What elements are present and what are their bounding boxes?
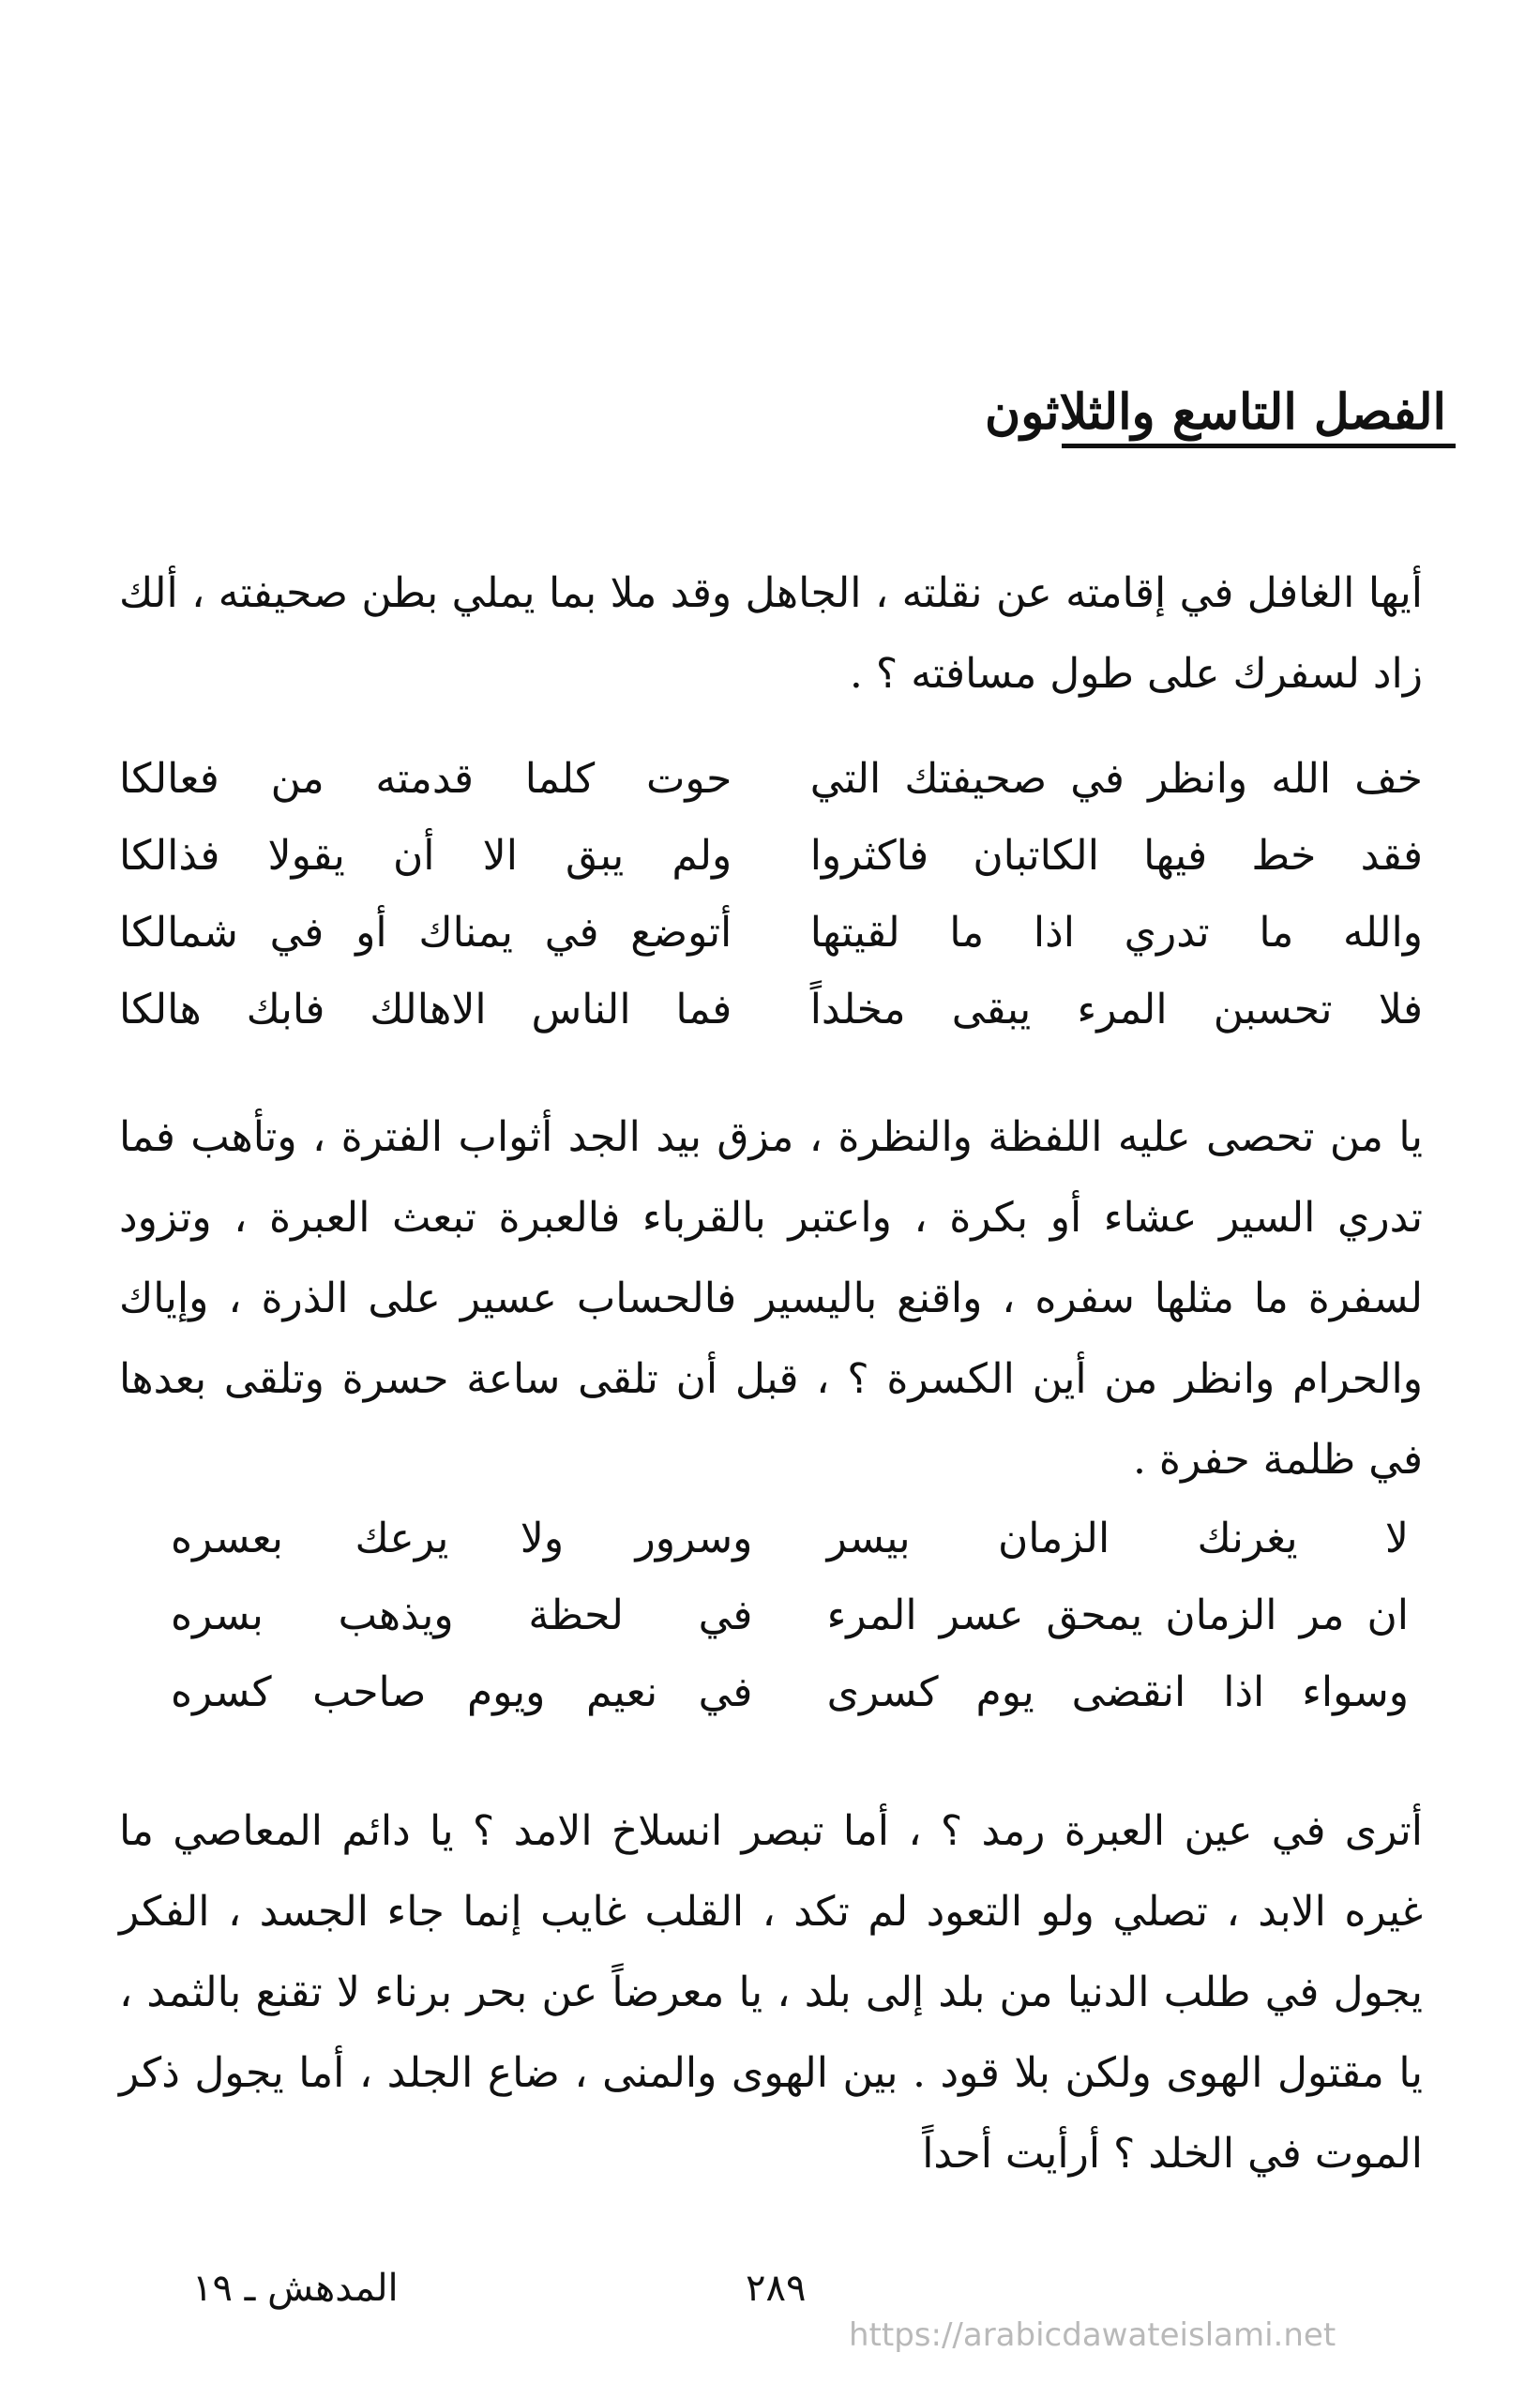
verse-second-hemistich: أتوضع في يمناك أو في شمالكا xyxy=(119,909,732,957)
verse-first-hemistich: وسواء اذا انقضى يوم كسرى xyxy=(826,1668,1409,1716)
verse-second-hemistich: فما الناس الاهالك فابك هالكا xyxy=(119,986,732,1033)
poem-1 xyxy=(119,741,1423,1048)
poem-1-verse xyxy=(119,818,1423,895)
poem-2-verse xyxy=(171,1501,1409,1577)
page-number: ٢٨٩ xyxy=(746,2267,807,2310)
poem-2-verse xyxy=(171,1654,1409,1731)
paragraph-3: أترى في عين العبرة رمد ؟ ، أما تبصر انسلاخ الامد ؟ يا دائم المعاصي ما غيره الابد ، تصلي ولو التعود لم تكد ، القلب غايب إنما جاء الجسد ، الفكر يجول في طلب الدنيا من بلد إلى بلد ، يا معرضاً عن بحر برناء لا تقنع بالثمد ، يا مقتول الهوى ولكن بلا قود . بين الهوى والمنى ، ضاع الجلد ، أما يجول ذكر الموت في الخلد ؟ أرأيت أحداً xyxy=(119,1807,1423,2178)
paragraph-1: أيها الغافل في إقامته عن نقلته ، الجاهل وقد ملا بما يملي بطن صحيفته ، ألك زاد لسفرك على طول مسافته ؟ . xyxy=(119,569,1423,698)
verse-second-hemistich: في لحظة ويذهب بسره xyxy=(171,1591,753,1639)
verse-first-hemistich: والله ما تدري اذا ما لقيتها xyxy=(809,909,1423,957)
verse-second-hemistich: وسرور ولا يرعك بعسره xyxy=(171,1515,753,1562)
poem-1-verse xyxy=(119,741,1423,818)
verse-second-hemistich: ولم يبق الا أن يقولا فذالكا xyxy=(119,832,732,880)
chapter-title: الفصل التاسع والثلاثون xyxy=(985,384,1446,441)
poem-2 xyxy=(171,1501,1409,1731)
verse-first-hemistich: لا يغرنك الزمان بيسر xyxy=(826,1515,1409,1562)
paragraph-2: يا من تحصى عليه اللفظة والنظرة ، مزق بيد الجد أثواب الفترة ، وتأهب فما تدري السير عشاء أو بكرة ، واعتبر بالقرباء فالعبرة تبعث العبرة ، وتزود لسفرة ما مثلها سفره ، واقنع باليسير فالحساب عسير على الذرة ، وإياك والحرام وانظر من أين الكسرة ؟ ، قبل أن تلقى ساعة حسرة وتلقى بعدها في ظلمة حفرة . xyxy=(119,1113,1423,1484)
watermark-url: https://arabicdawateislami.net xyxy=(849,2316,1336,2354)
poem-1-verse xyxy=(119,972,1423,1048)
verse-second-hemistich: في نعيم ويوم صاحب كسره xyxy=(171,1668,753,1716)
poem-1-verse xyxy=(119,895,1423,972)
poem-2-verse xyxy=(171,1577,1409,1654)
verse-first-hemistich: ان مر الزمان يمحق عسر المرء xyxy=(826,1591,1409,1639)
footer-signature: المدهش ـ ١٩ xyxy=(192,2267,399,2310)
verse-first-hemistich: فقد خط فيها الكاتبان فاكثروا xyxy=(809,832,1423,880)
verse-first-hemistich: خف الله وانظر في صحيفتك التي xyxy=(809,755,1423,803)
verse-first-hemistich: فلا تحسبن المرء يبقى مخلداً xyxy=(809,986,1423,1033)
title-underline xyxy=(1062,444,1456,448)
verse-second-hemistich: حوت كلما قدمته من فعالكا xyxy=(119,755,732,803)
